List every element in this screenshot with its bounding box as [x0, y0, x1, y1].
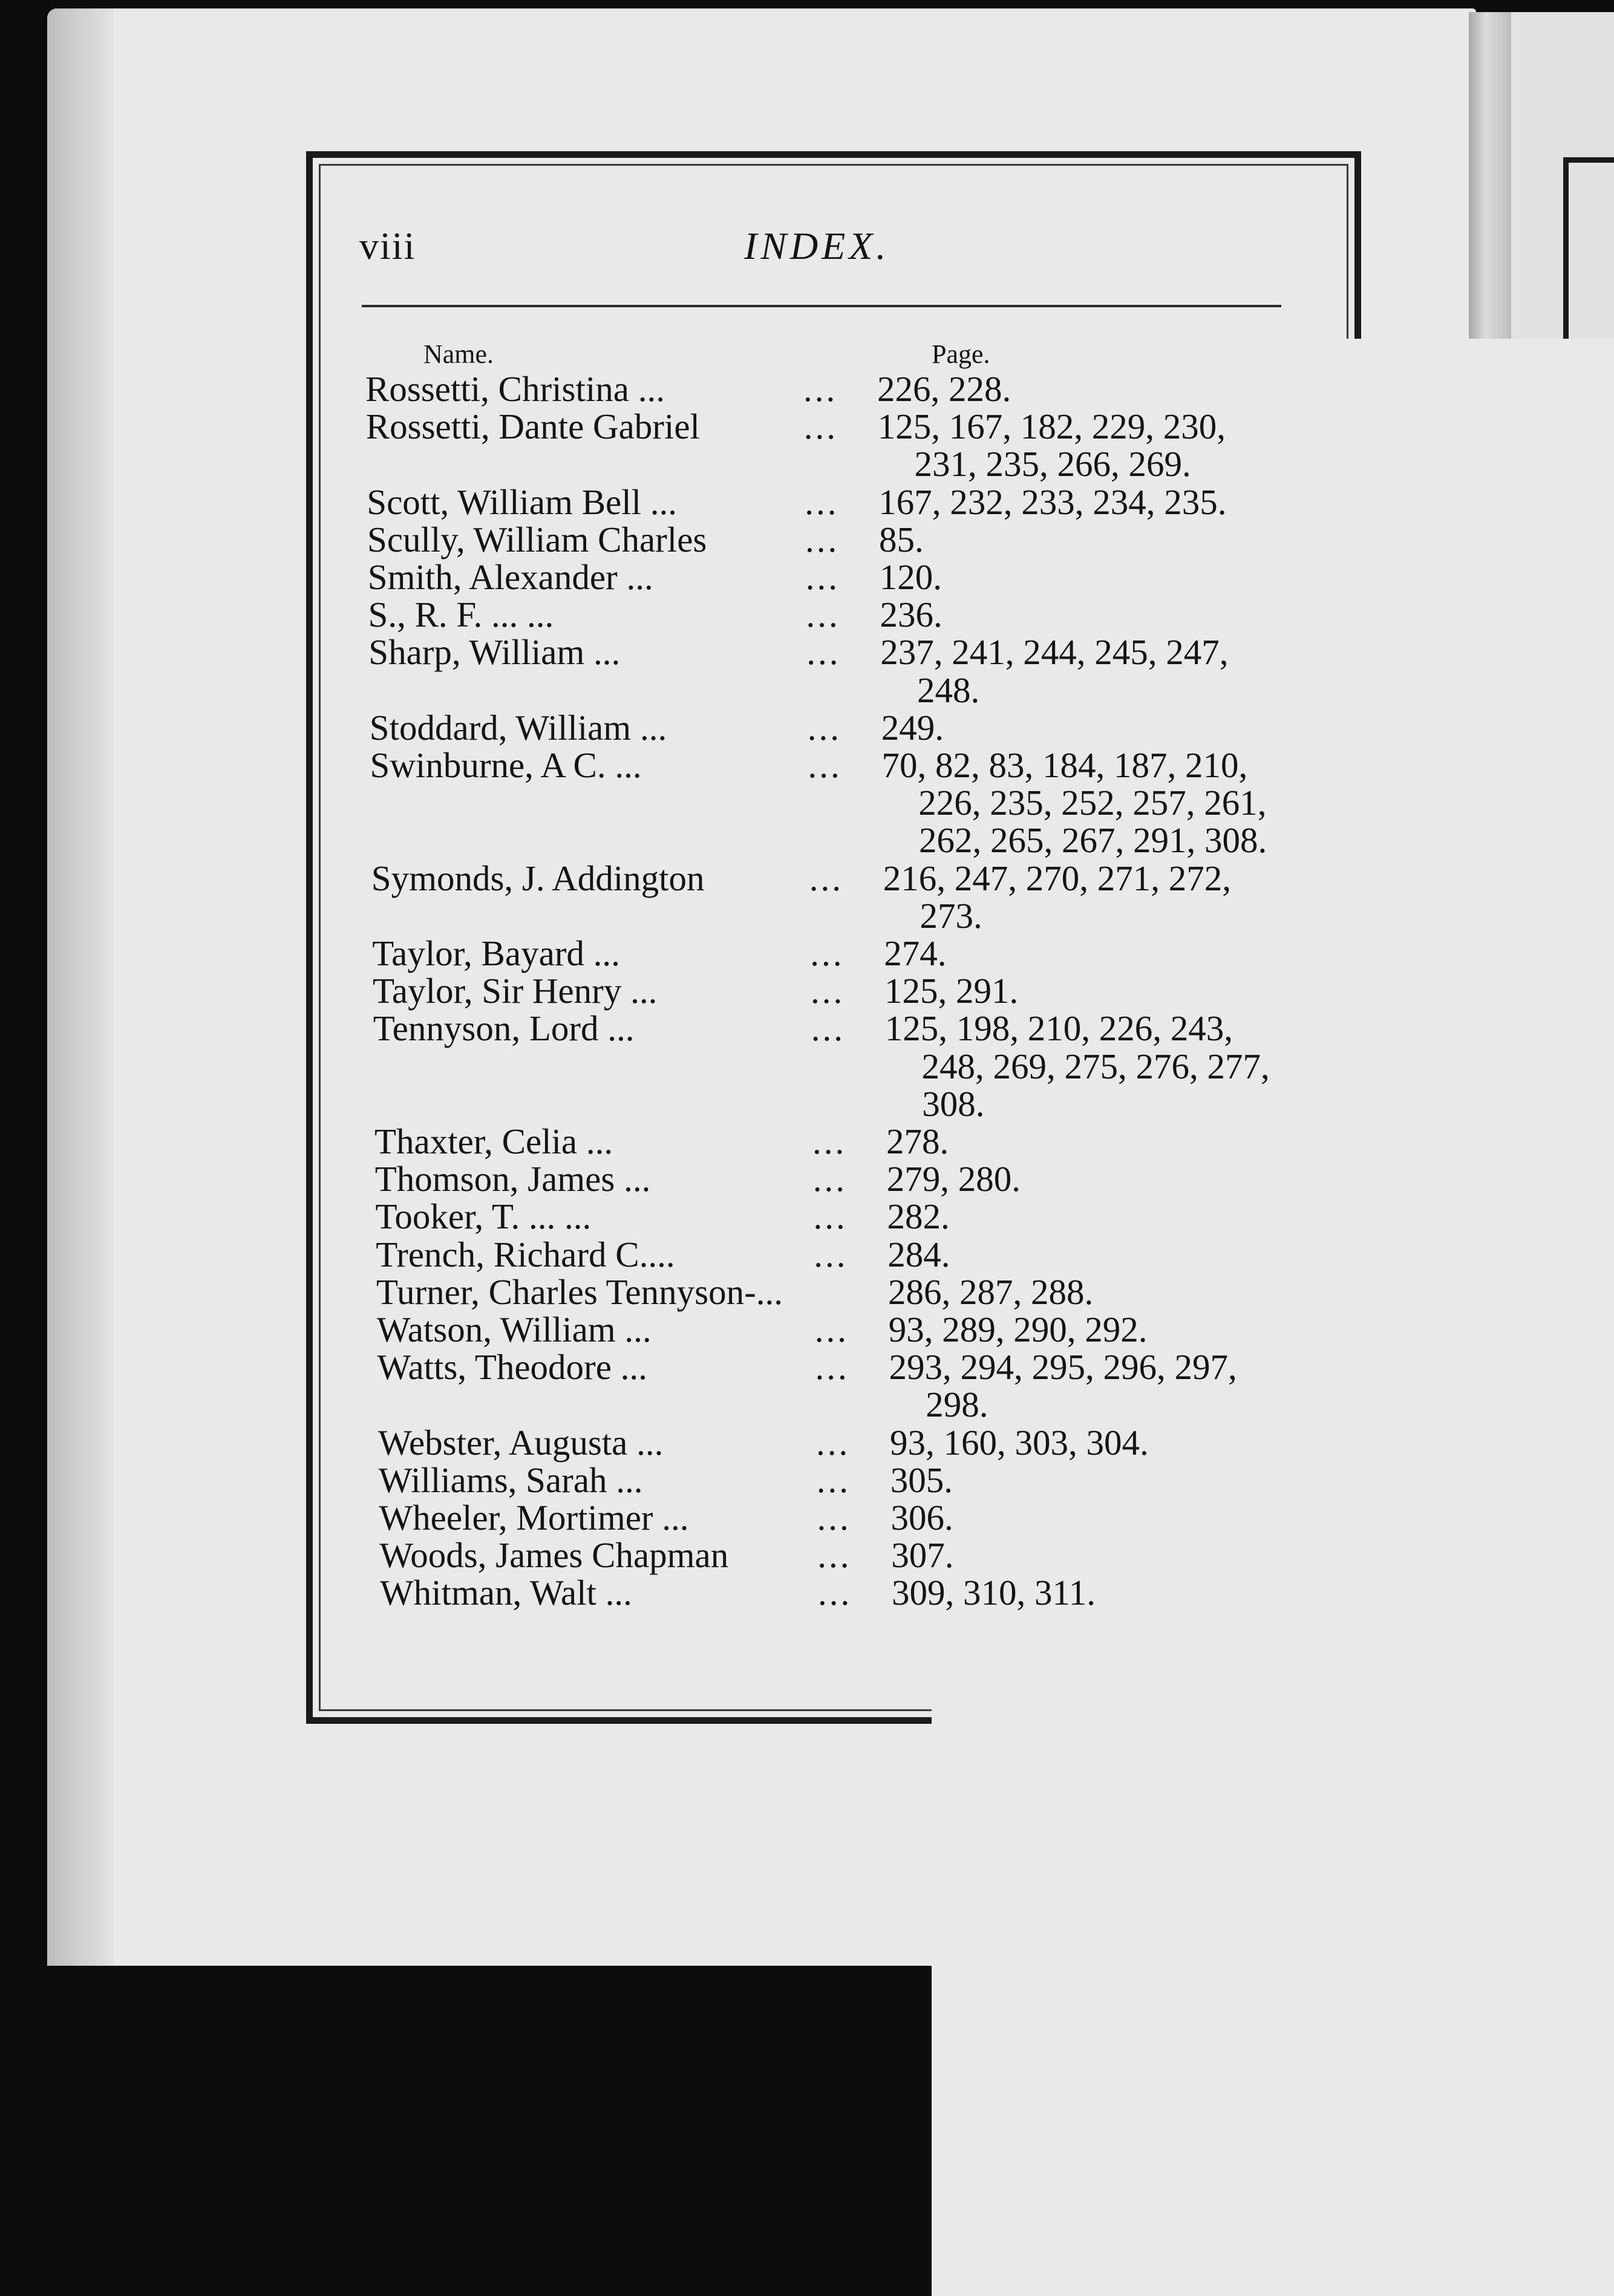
index-entry-name: Turner, Charles Tennyson-... — [376, 1271, 783, 1312]
index-entry-pages-continued: 298. — [926, 1384, 988, 1425]
index-entry-pages: 236. — [880, 595, 943, 635]
index-entry-pages-continued: 262, 265, 267, 291, 308. — [919, 820, 1267, 861]
index-entry-name: Rossetti, Christina ... — [365, 369, 665, 409]
index-entry-pages: 93, 289, 290, 292. — [888, 1309, 1148, 1349]
index-entry-leader: ... — [808, 745, 842, 785]
index-entry-leader: ... — [806, 595, 840, 635]
index-entry-pages: 284. — [887, 1234, 950, 1274]
index-entry-pages: 279, 280. — [886, 1159, 1021, 1199]
index-entry-name: Tennyson, Lord ... — [373, 1008, 635, 1049]
index-entry-leader: ... — [810, 933, 845, 973]
index-entry-pages-continued: 273. — [920, 895, 982, 936]
index-entry-pages: 249. — [881, 707, 944, 748]
index-entry-name: Smith, Alexander ... — [367, 557, 653, 597]
index-entry-name: Trench, Richard C.... — [376, 1234, 675, 1274]
index-entry-leader: ... — [817, 1535, 852, 1576]
column-header-name: Name. — [423, 339, 494, 369]
index-entry-name: Watts, Theodore ... — [377, 1347, 647, 1388]
index-entry-leader: ... — [815, 1347, 849, 1388]
index-entry-pages: 93, 160, 303, 304. — [890, 1422, 1149, 1463]
index-entry-name: Woods, James Chapman — [379, 1535, 729, 1576]
index-entry-leader: ... — [803, 369, 838, 409]
page-number: viii — [359, 224, 416, 267]
page-edge-shadow — [47, 8, 114, 1966]
index-entry-pages: 237, 241, 244, 245, 247, — [880, 632, 1229, 673]
index-entry-name: Whitman, Walt ... — [380, 1573, 632, 1613]
index-entry-name: Sharp, William ... — [368, 632, 621, 673]
index-entry-pages: 274. — [884, 933, 947, 973]
index-entry-name: Stoddard, William ... — [369, 707, 667, 748]
index-entry-name: Wheeler, Mortimer ... — [379, 1498, 689, 1538]
index-entry-pages: 282. — [887, 1196, 950, 1237]
index-entry-leader: ... — [818, 1573, 852, 1613]
index-entry-leader: ... — [814, 1309, 849, 1349]
index-entry-pages: 293, 294, 295, 296, 297, — [889, 1347, 1237, 1388]
index-entry-name: Rossetti, Dante Gabriel — [365, 406, 700, 447]
index-entry-name: Taylor, Bayard ... — [372, 933, 620, 973]
index-entry-name: Taylor, Sir Henry ... — [373, 971, 658, 1011]
index-entry-leader: ... — [816, 1459, 851, 1500]
index-entry-pages-continued: 226, 235, 252, 257, 261, — [918, 783, 1267, 823]
index-entry-leader: ... — [816, 1422, 851, 1463]
index-entry-pages-continued: 231, 235, 266, 269. — [914, 444, 1191, 484]
index-entry-name: Thaxter, Celia ... — [374, 1121, 613, 1161]
index-entry-leader: ... — [807, 707, 841, 748]
index-entry-leader: ... — [814, 1234, 848, 1274]
index-entry-pages: 125, 198, 210, 226, 243, — [884, 1008, 1233, 1049]
index-entry-pages-continued: 248, 269, 275, 276, 277, — [921, 1046, 1270, 1086]
index-entry-pages: 85. — [879, 519, 924, 559]
index-entry-leader: ... — [805, 519, 840, 559]
index-entry-pages: 216, 247, 270, 271, 272, — [883, 858, 1231, 898]
index-entry-name: Symonds, J. Addington — [371, 858, 705, 898]
index-entry-name: Williams, Sarah ... — [378, 1459, 643, 1500]
index-entry-pages-continued: 308. — [922, 1083, 985, 1124]
index-entry-leader: ... — [813, 1196, 848, 1237]
index-entry-leader: ... — [805, 481, 839, 522]
index-entry-pages: 125, 291. — [884, 971, 1019, 1011]
index-entry-pages: 307. — [891, 1535, 954, 1576]
index-entry-pages: 120. — [879, 557, 942, 597]
index-entry-leader: ... — [809, 858, 843, 898]
index-entry-leader: ... — [811, 1008, 845, 1049]
index-entry-leader: ... — [812, 1159, 847, 1199]
index-entry-leader: ... — [812, 1121, 847, 1161]
page-title: INDEX. — [744, 224, 890, 267]
index-entry-name: Tooker, T. ... ... — [375, 1196, 592, 1237]
index-entry-pages: 125, 167, 182, 229, 230, — [877, 406, 1226, 447]
index-entry-name: Webster, Augusta ... — [378, 1422, 664, 1463]
index-entry-leader: ... — [806, 632, 841, 673]
index-entry-name: Scott, William Bell ... — [367, 481, 678, 522]
index-entry-pages: 305. — [890, 1459, 953, 1500]
header-rule — [362, 305, 1281, 307]
index-entry-pages: 167, 232, 233, 234, 235. — [878, 481, 1227, 522]
index-entry-name: S., R. F. ... ... — [368, 595, 554, 635]
index-entry-pages: 70, 82, 83, 184, 187, 210, — [881, 745, 1248, 785]
index-entry-pages: 306. — [890, 1498, 953, 1538]
index-entry-leader: ... — [803, 406, 838, 447]
index-entry-leader: ... — [817, 1498, 851, 1538]
index-entry-pages-continued: 248. — [917, 670, 980, 710]
index-entry-name: Swinburne, A C. ... — [370, 745, 642, 785]
index-entry-pages: 286, 287, 288. — [888, 1271, 1094, 1312]
index-entry-pages: 226, 228. — [877, 369, 1011, 409]
index-entry-leader: ... — [805, 557, 840, 597]
index-entry-name: Scully, William Charles — [367, 519, 707, 559]
index-entry-name: Watson, William ... — [376, 1309, 652, 1349]
index-entry-leader: ... — [811, 971, 845, 1011]
index-entry-pages: 309, 310, 311. — [892, 1573, 1096, 1613]
column-header-page: Page. — [932, 339, 1614, 2296]
index-entry-name: Thomson, James ... — [374, 1159, 651, 1199]
index-entry-pages: 278. — [886, 1121, 949, 1161]
